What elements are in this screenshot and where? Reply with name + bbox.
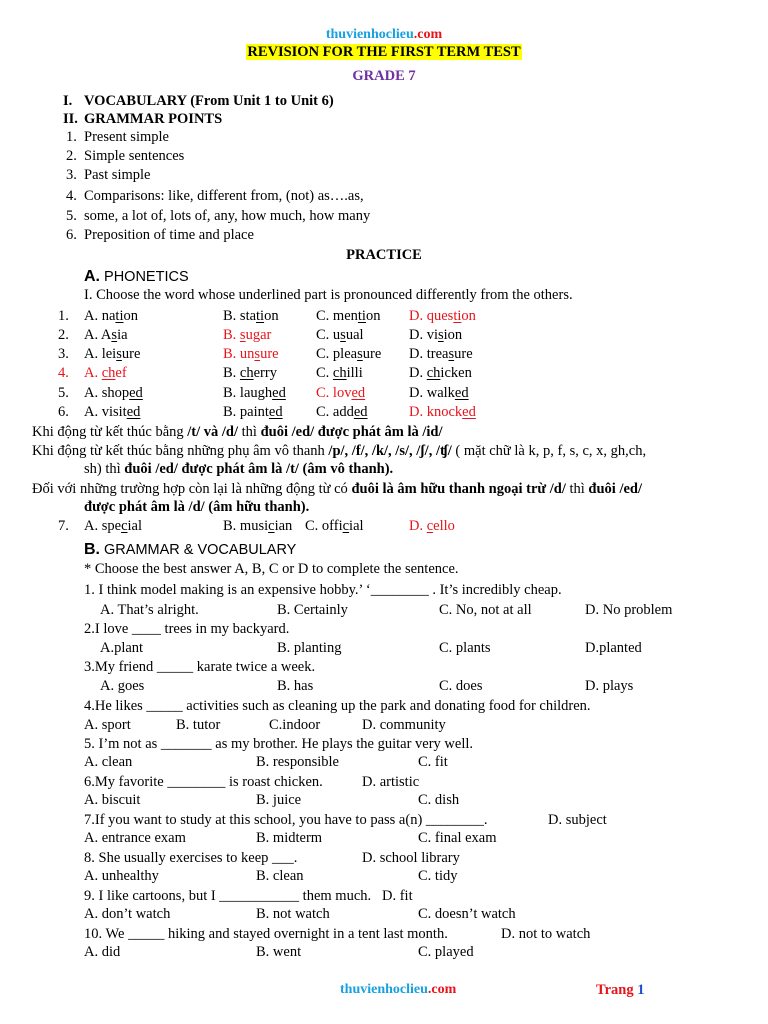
document-title: REVISION FOR THE FIRST TERM TEST — [247, 44, 521, 60]
answer-option[interactable]: C. chilli — [316, 365, 363, 381]
question-text: 10. We _____ hiking and stayed overnight in a tent last month. — [84, 926, 448, 942]
answer-option[interactable]: C. added — [316, 404, 368, 420]
answer-option[interactable]: D. vision — [409, 327, 463, 343]
answer-option[interactable]: A. special — [84, 518, 142, 534]
question-number: 3. — [58, 346, 69, 362]
answer-option-c[interactable]: C. fit — [418, 754, 448, 770]
phonetics-instruction: I. Choose the word whose underlined part is pronounced differently from the others. — [84, 287, 573, 303]
answer-option[interactable]: A. shoped — [84, 385, 143, 401]
grammar-point-number: 1. — [66, 129, 77, 145]
answer-option-c[interactable]: C.indoor — [269, 717, 321, 733]
answer-option-a[interactable]: A. That’s alright. — [100, 602, 199, 618]
answer-option-b[interactable]: B. tutor — [176, 717, 221, 733]
answer-option-d[interactable]: D. artistic — [362, 774, 420, 790]
answer-option-b[interactable]: B. responsible — [256, 754, 339, 770]
grade-label: GRADE 7 — [352, 68, 416, 84]
answer-option-d[interactable]: D. fit — [382, 888, 413, 904]
question-number: 4. — [58, 365, 69, 381]
section-grammar-points-title: GRAMMAR POINTS — [84, 111, 223, 127]
answer-option[interactable]: D. walked — [409, 385, 469, 401]
question-text: 4.He likes _____ activities such as cleaning up the park and donating food for children. — [84, 698, 591, 714]
grammar-point-text: Simple sentences — [84, 148, 185, 164]
answer-option-a[interactable]: A. don’t watch — [84, 906, 171, 922]
grammar-point-number: 4. — [66, 188, 77, 204]
answer-option-d[interactable]: D. not to watch — [501, 926, 591, 942]
grammar-point-number: 6. — [66, 227, 77, 243]
question-text: 3.My friend _____ karate twice a week. — [84, 659, 316, 675]
answer-option-d[interactable]: D. No problem — [585, 602, 673, 618]
answer-option[interactable]: C. loved — [316, 385, 366, 401]
rule-id: Khi động từ kết thúc bằng /t/ và /d/ thì đuôi /ed/ được phát âm là /id/ — [32, 424, 443, 440]
answer-option-d[interactable]: D. subject — [548, 812, 607, 828]
question-text: 2.I love ____ trees in my backyard. — [84, 621, 290, 637]
answer-option[interactable]: D. knocked — [409, 404, 476, 420]
answer-option[interactable]: B. station — [223, 308, 279, 324]
answer-option-a[interactable]: A. biscuit — [84, 792, 141, 808]
page-number: Trang 1 — [596, 982, 645, 998]
question-text: 8. She usually exercises to keep ___. — [84, 850, 298, 866]
footer-site[interactable] — [340, 983, 456, 997]
section-grammar-points: II. — [63, 111, 78, 127]
answer-option[interactable]: C. pleasure — [316, 346, 382, 362]
answer-option-c[interactable]: C. does — [439, 678, 483, 694]
answer-option-b[interactable]: B. planting — [277, 640, 342, 656]
answer-option[interactable]: D. treasure — [409, 346, 473, 362]
answer-option-a[interactable]: A. clean — [84, 754, 133, 770]
answer-option-c[interactable]: C. dish — [418, 792, 460, 808]
grammar-point-text: Present simple — [84, 129, 169, 145]
answer-option[interactable]: B. painted — [223, 404, 283, 420]
question-text: 6.My favorite ________ is roast chicken. — [84, 774, 323, 790]
answer-option-c[interactable]: C. tidy — [418, 868, 458, 884]
grammar-instruction: * Choose the best answer A, B, C or D to complete the sentence. — [84, 561, 459, 577]
answer-option[interactable]: A. Asia — [84, 327, 128, 343]
grammar-point-text: some, a lot of, lots of, any, how much, how many — [84, 208, 371, 224]
grammar-heading: B. GRAMMAR & VOCABULARY — [84, 541, 297, 558]
answer-option[interactable]: A. visited — [84, 404, 141, 420]
question-number: 7. — [58, 518, 69, 534]
grammar-point-text: Past simple — [84, 167, 151, 183]
question-text: 1. I think model making is an expensive hobby.’ ‘________ . It’s incredibly cheap. — [84, 582, 562, 598]
answer-option-b[interactable]: B. Certainly — [277, 602, 348, 618]
answer-option[interactable]: D. cello — [409, 518, 455, 534]
rule-d-line2: được phát âm là /d/ (âm hữu thanh). — [84, 499, 310, 515]
rule-t-line1: Khi động từ kết thúc bằng những phụ âm vô thanh /p/, /f/, /k/, /s/, /ʃ/, /ʧ/ ( mặt chữ là k, p, f, s, c, x, gh,ch, — [32, 443, 647, 459]
answer-option[interactable]: B. sugar — [223, 327, 272, 343]
footer-site-tld: .com — [427, 982, 457, 997]
answer-option-b[interactable]: B. clean — [256, 868, 304, 884]
answer-option-c[interactable]: C. doesn’t watch — [418, 906, 516, 922]
answer-option[interactable]: B. cherry — [223, 365, 277, 381]
rule-t-line2: sh) thì đuôi /ed/ được phát âm là /t/ (âm vô thanh). — [84, 461, 394, 477]
rule-d-line1: Đối với những trường hợp còn lại là những động từ có đuôi là âm hữu thanh ngoại trừ /d/ thì đuôi /ed/ — [32, 481, 643, 497]
grammar-point-number: 2. — [66, 148, 77, 164]
grammar-point-text: Comparisons: like, different from, (not) as….as, — [84, 188, 364, 204]
grammar-point-number: 3. — [66, 167, 77, 183]
site-tld: .com — [413, 27, 443, 42]
answer-option-b[interactable]: B. has — [277, 678, 314, 694]
question-text: 5. I’m not as _______ as my brother. He plays the guitar very well. — [84, 736, 474, 752]
answer-option-c[interactable]: C. final exam — [418, 830, 497, 846]
answer-option-d[interactable]: D. community — [362, 717, 446, 733]
question-text: 9. I like cartoons, but I ___________ them much. — [84, 888, 372, 904]
answer-option-b[interactable]: B. midterm — [256, 830, 323, 846]
answer-option[interactable]: B. musician — [223, 518, 293, 534]
answer-option-a[interactable]: A. sport — [84, 717, 131, 733]
answer-option[interactable]: B. unsure — [223, 346, 279, 362]
grammar-point-text: Preposition of time and place — [84, 227, 254, 243]
answer-option-a[interactable]: A. entrance exam — [84, 830, 186, 846]
answer-option-a[interactable]: A. did — [84, 944, 121, 960]
site-header[interactable] — [0, 28, 768, 42]
practice-heading: PRACTICE — [346, 247, 422, 263]
section-vocabulary: I. — [63, 93, 73, 109]
answer-option-b[interactable]: B. not watch — [256, 906, 330, 922]
answer-option-b[interactable]: B. juice — [256, 792, 302, 808]
question-number: 1. — [58, 308, 69, 324]
answer-option-d[interactable]: D. plays — [585, 678, 634, 694]
answer-option[interactable]: A. nation — [84, 308, 138, 324]
question-text: 7.If you want to study at this school, you have to pass a(n) ________. — [84, 812, 488, 828]
question-number: 2. — [58, 327, 69, 343]
answer-option-c[interactable]: C. plants — [439, 640, 491, 656]
answer-option[interactable]: D. chicken — [409, 365, 472, 381]
answer-option[interactable]: A. chef — [84, 365, 127, 381]
answer-option-d[interactable]: D. school library — [362, 850, 460, 866]
answer-option[interactable]: C. official — [305, 518, 364, 534]
answer-option-a[interactable]: A. goes — [100, 678, 145, 694]
answer-option-b[interactable]: B. went — [256, 944, 302, 960]
answer-option[interactable]: C. usual — [316, 327, 364, 343]
section-vocabulary-title: VOCABULARY (From Unit 1 to Unit 6) — [84, 93, 334, 109]
answer-option-a[interactable]: A.plant — [100, 640, 144, 656]
answer-option-c[interactable]: C. played — [418, 944, 474, 960]
question-number: 6. — [58, 404, 69, 420]
answer-option-a[interactable]: A. unhealthy — [84, 868, 159, 884]
answer-option-d[interactable]: D.planted — [585, 640, 642, 656]
answer-option[interactable]: D. question — [409, 308, 476, 324]
answer-option-c[interactable]: C. No, not at all — [439, 602, 532, 618]
footer-site-name: thuvienhoclieu — [340, 982, 428, 997]
answer-option[interactable]: A. leisure — [84, 346, 141, 362]
phonetics-heading: A. PHONETICS — [84, 268, 189, 285]
grammar-point-number: 5. — [66, 208, 77, 224]
answer-option[interactable]: C. mention — [316, 308, 381, 324]
answer-option[interactable]: B. laughed — [223, 385, 286, 401]
question-number: 5. — [58, 385, 69, 401]
site-name: thuvienhoclieu — [325, 27, 414, 42]
